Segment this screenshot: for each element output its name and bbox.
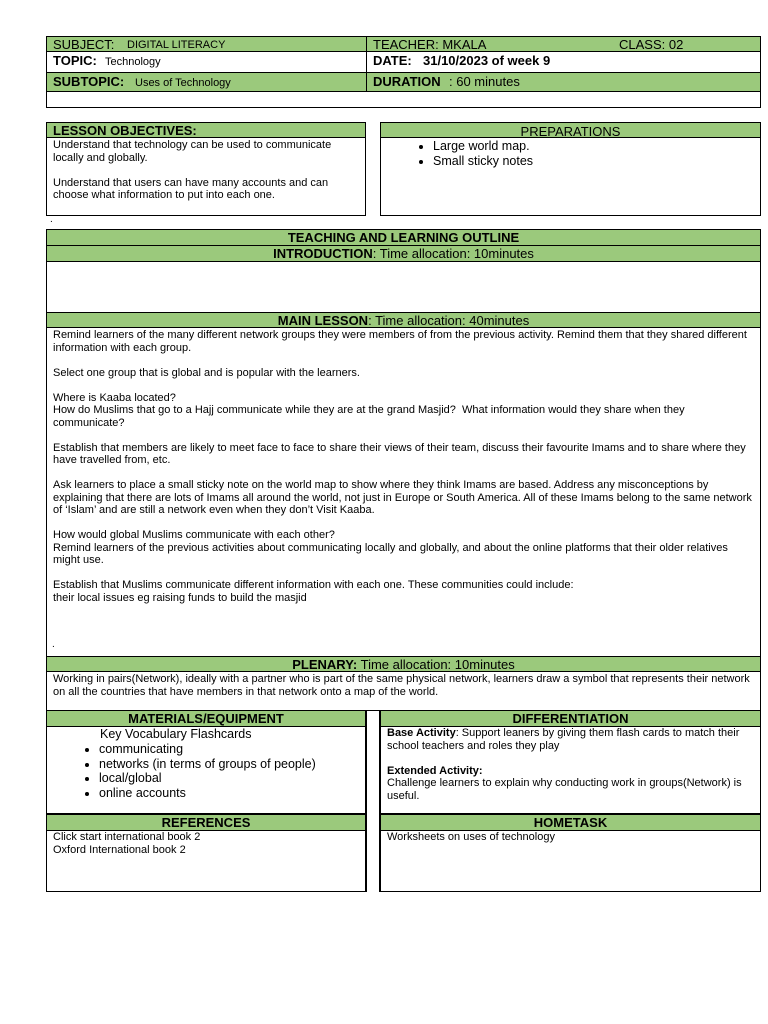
preparation-item: • Large world map. [433,139,533,154]
materials-title: MATERIALS/EQUIPMENT [47,711,365,727]
duration-label: DURATION [373,74,441,89]
preparation-item: • Small sticky notes [433,154,533,169]
column-divider [379,710,381,892]
plenary-text: Working in pairs(Network), ideally with a partner who is part of the same physical network, learners draw a symbol that represents their network on all the countries that have members in that network onto a map of the world. [53,673,750,698]
outline-box [46,229,761,711]
references-list [53,831,200,856]
hometask-box [380,814,761,892]
main-lesson-label: MAIN LESSON [277,313,369,328]
main-paragraph: Select one group that is global and is popular with the learners. [53,366,360,379]
plenary-label: PLENARY: [292,657,358,672]
topic-cell [47,52,367,73]
subtopic-value: Uses of Technology [135,77,231,89]
materials-list [47,742,316,800]
class-label: CLASS: 02 [619,37,684,52]
differentiation-title: DIFFERENTIATION [381,711,760,727]
material-item: • networks (in terms of groups of people) [99,757,316,772]
main-lesson-body [53,329,756,617]
materials-box [46,710,366,814]
header-table [46,36,761,92]
main-paragraph: How would global Muslims communicate with each other? Remind learners of the previous activities about communicating locally and globally, and about the online platforms that their older relatives might use. [53,529,728,566]
material-item: • local/global [99,771,316,786]
dot-marker: . [52,639,55,650]
topic-label: TOPIC: [53,53,97,68]
main-paragraph: Where is Kaaba located? How do Muslims that go to a Hajj communicate while they are at the grand Masjid? What information would they share when they communicate? [53,391,685,429]
hometask-title: HOMETASK [381,815,760,831]
subject-value: DIGITAL LITERACY [127,39,226,51]
main-paragraph: Establish that members are likely to meet face to face to share their views of their team, discuss their favourite Imams and to share where they have travelled from, etc. [53,441,749,466]
references-title: REFERENCES [47,815,365,831]
hometask-text: Worksheets on uses of technology [387,831,555,843]
objectives-header [47,123,365,138]
preparations-list [381,139,533,168]
objective-2: Understand that users can have many accounts and can choose what information to put into each one. [53,176,332,201]
date-label: DATE: [373,53,412,68]
main-paragraph: Establish that Muslims communicate different information with each one. These communities could include: their local issues eg raising funds to build the masjid [53,579,574,604]
teacher-label: TEACHER: MKALA [373,37,487,52]
date-cell [367,52,760,73]
introduction-time: : Time allocation: 10minutes [372,246,534,261]
differentiation-body [387,727,755,802]
teacher-cell [367,37,760,52]
outline-title: TEACHING AND LEARNING OUTLINE [47,230,760,246]
introduction-header [47,246,760,262]
date-value: 31/10/2023 of week 9 [423,53,551,68]
blank-row [46,91,761,108]
main-paragraph: Remind learners of the many different network groups they were members of from the previous activity. Remind them that they shared different information with each group. [53,329,751,354]
plenary-header [47,656,760,672]
objectives-title: LESSON OBJECTIVES: [53,123,197,138]
subtopic-cell [47,73,367,91]
reference-item: Click start international book 2 [53,831,201,843]
extended-activity-text: Challenge learners to explain why conducting work in groups(Network) is useful. [387,777,742,802]
extended-activity-label: Extended Activity: [387,764,483,777]
dot-marker: . [50,214,53,225]
material-item: • communicating [99,742,316,757]
column-divider [365,710,367,892]
main-lesson-header [47,312,760,328]
reference-item: Oxford International book 2 [53,843,186,856]
introduction-label: INTRODUCTION [273,246,373,261]
material-item: • online accounts [99,786,316,801]
objectives-body [53,139,357,214]
materials-intro: Key Vocabulary Flashcards [100,727,252,741]
main-lesson-time: : Time allocation: 40minutes [368,313,530,328]
main-paragraph: Ask learners to place a small sticky note on the world map to show where they think Imams are based. Address any misconceptions by explaining that there are lots of Imams all around the world, not just in Europe or South America. All of these Imams belong to the same network of ‘Islam’ and are still a network even when they don’t Visit Kaaba. [53,479,755,516]
preparations-header [381,123,760,138]
duration-value: : 60 minutes [449,74,520,89]
subject-cell [47,37,367,52]
objectives-box [46,122,366,216]
preparations-box [380,122,761,216]
plenary-time: Time allocation: 10minutes [357,657,515,672]
references-box [46,814,366,892]
base-activity-text: : Support leaners by giving them flash cards to match their school teachers and roles they play [387,727,743,752]
differentiation-box [380,710,761,814]
topic-value: Technology [105,56,161,68]
subject-label: SUBJECT: [53,37,115,52]
objective-1: Understand that technology can be used to communicate locally and globally. [53,139,335,164]
base-activity-label: Base Activity [387,727,456,739]
preparations-title: PREPARATIONS [520,124,621,139]
subtopic-label: SUBTOPIC: [53,74,125,89]
duration-cell [367,73,760,91]
